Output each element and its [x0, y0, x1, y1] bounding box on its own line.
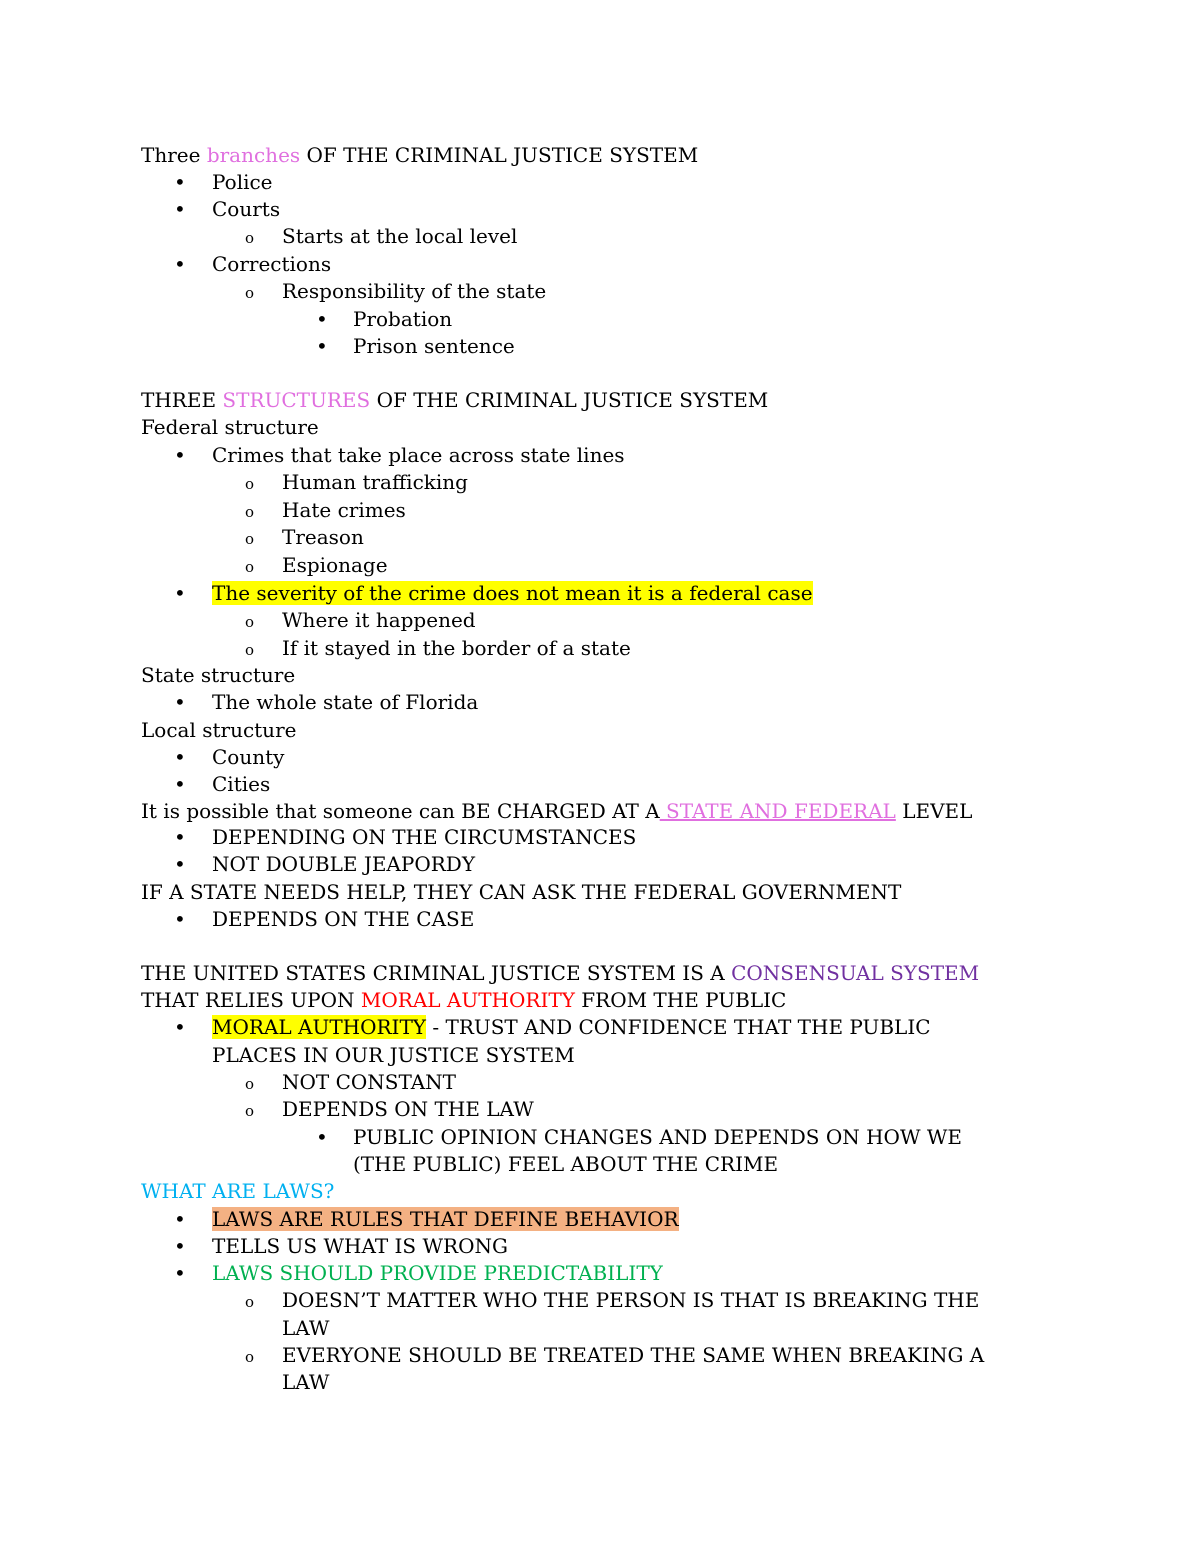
list-item: DEPENDING ON THE CIRCUMSTANCES	[212, 825, 637, 849]
circle-bullet-icon	[245, 552, 254, 579]
list-item: Courts	[212, 197, 281, 221]
bullet-icon	[316, 1124, 328, 1151]
local-structure-label: Local structure	[141, 718, 297, 742]
list-item: Prison sentence	[353, 334, 515, 358]
list-item-highlighted: LAWS ARE RULES THAT DEFINE BEHAVIOR	[212, 1207, 679, 1231]
list-item: Responsibility of the state	[282, 279, 547, 303]
list-item-continuation: (THE PUBLIC) FEEL ABOUT THE CRIME	[353, 1152, 779, 1176]
state-structure-label: State structure	[141, 663, 296, 687]
bullet-icon	[174, 1206, 186, 1233]
moral-authority-statement: THAT RELIES UPON MORAL AUTHORITY FROM THE PUBLIC	[141, 988, 787, 1012]
list-item: NOT DOUBLE JEAPORDY	[212, 852, 476, 876]
list-item: County	[212, 745, 285, 769]
list-item: Hate crimes	[282, 498, 406, 522]
heading-branches: Three branches OF THE CRIMINAL JUSTICE SYSTEM	[141, 143, 699, 167]
bullet-icon	[174, 169, 186, 196]
list-item: TELLS US WHAT IS WRONG	[212, 1234, 508, 1258]
bullet-icon	[316, 306, 328, 333]
list-item: LAWS SHOULD PROVIDE PREDICTABILITY	[212, 1261, 663, 1285]
list-item: The whole state of Florida	[212, 690, 479, 714]
list-item: Treason	[282, 525, 364, 549]
circle-bullet-icon	[245, 1069, 254, 1096]
circle-bullet-icon	[245, 524, 254, 551]
list-item-continuation: LAW	[282, 1316, 330, 1340]
bullet-icon	[174, 744, 186, 771]
circle-bullet-icon	[245, 223, 254, 250]
list-item: EVERYONE SHOULD BE TREATED THE SAME WHEN BREAKING A	[282, 1343, 985, 1367]
consensual-system-statement: THE UNITED STATES CRIMINAL JUSTICE SYSTEM IS A CONSENSUAL SYSTEM	[141, 961, 980, 985]
bullet-icon	[174, 442, 186, 469]
charged-statement: It is possible that someone can BE CHARGED AT A STATE AND FEDERAL LEVEL	[141, 799, 973, 823]
list-item: Cities	[212, 772, 271, 796]
bullet-icon	[174, 1014, 186, 1041]
bullet-icon	[174, 196, 186, 223]
list-item: Crimes that take place across state lines	[212, 443, 625, 467]
list-item: Human trafficking	[282, 470, 468, 494]
list-item-highlighted: MORAL AUTHORITY - TRUST AND CONFIDENCE THAT THE PUBLIC	[212, 1015, 931, 1039]
list-item-continuation: PLACES IN OUR JUSTICE SYSTEM	[212, 1043, 575, 1067]
circle-bullet-icon	[245, 635, 254, 662]
bullet-icon	[316, 333, 328, 360]
circle-bullet-icon	[245, 278, 254, 305]
list-item: Probation	[353, 307, 453, 331]
bullet-icon	[174, 906, 186, 933]
circle-bullet-icon	[245, 1342, 254, 1369]
list-item: Corrections	[212, 252, 332, 276]
circle-bullet-icon	[245, 607, 254, 634]
circle-bullet-icon	[245, 469, 254, 496]
list-item-highlighted: The severity of the crime does not mean it is a federal case	[212, 581, 813, 605]
list-item-continuation: LAW	[282, 1370, 330, 1394]
heading-structures: THREE STRUCTURES OF THE CRIMINAL JUSTICE SYSTEM	[141, 388, 769, 412]
list-item: Police	[212, 170, 273, 194]
bullet-icon	[174, 851, 186, 878]
list-item: DEPENDS ON THE LAW	[282, 1097, 534, 1121]
bullet-icon	[174, 824, 186, 851]
list-item: DOESN’T MATTER WHO THE PERSON IS THAT IS BREAKING THE	[282, 1288, 980, 1312]
circle-bullet-icon	[245, 1096, 254, 1123]
list-item: Starts at the local level	[282, 224, 518, 248]
bullet-icon	[174, 1233, 186, 1260]
list-item: DEPENDS ON THE CASE	[212, 907, 475, 931]
circle-bullet-icon	[245, 497, 254, 524]
list-item: NOT CONSTANT	[282, 1070, 457, 1094]
bullet-icon	[174, 689, 186, 716]
federal-help-statement: IF A STATE NEEDS HELP, THEY CAN ASK THE FEDERAL GOVERNMENT	[141, 880, 902, 904]
bullet-icon	[174, 1260, 186, 1287]
federal-structure-label: Federal structure	[141, 415, 319, 439]
circle-bullet-icon	[245, 1287, 254, 1314]
bullet-icon	[174, 771, 186, 798]
list-item: If it stayed in the border of a state	[282, 636, 631, 660]
list-item: Where it happened	[282, 608, 476, 632]
heading-laws: WHAT ARE LAWS?	[141, 1179, 335, 1203]
bullet-icon	[174, 580, 186, 607]
list-item: PUBLIC OPINION CHANGES AND DEPENDS ON HOW WE	[353, 1125, 963, 1149]
list-item: Espionage	[282, 553, 388, 577]
bullet-icon	[174, 251, 186, 278]
